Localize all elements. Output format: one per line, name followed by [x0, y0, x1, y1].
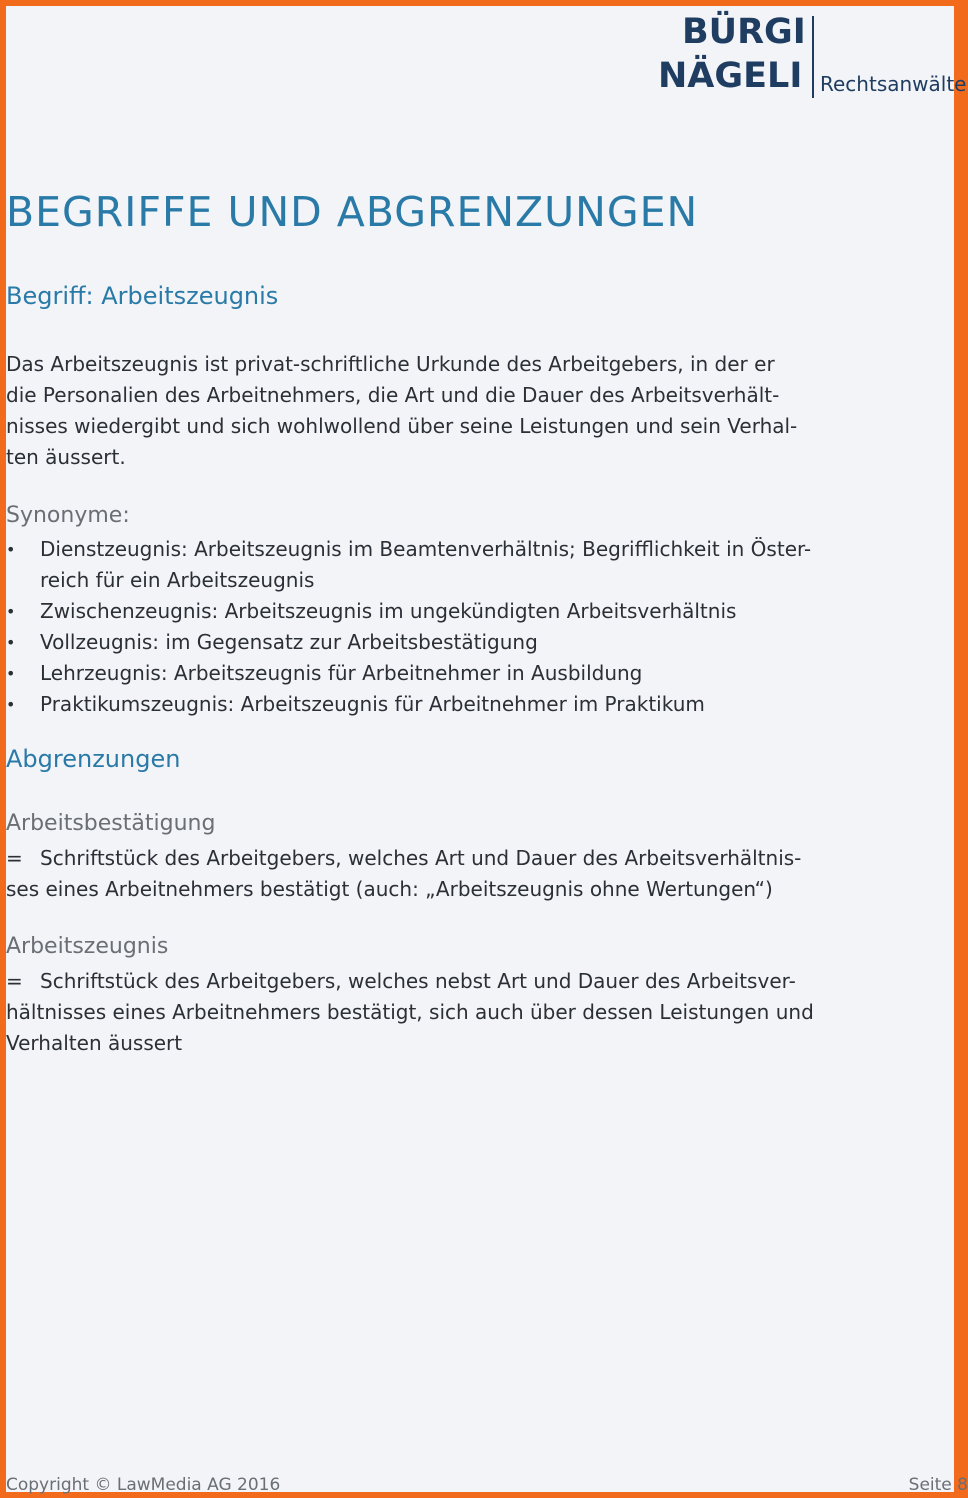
intro-paragraph	[6, 349, 806, 473]
logo-subtitle: Rechtsanwälte	[820, 72, 967, 96]
list-item-text: Zwischenzeugnis: Arbeitszeugnis im ungekündigten Arbeitsverhältnis	[40, 599, 737, 623]
page-title: BEGRIFFE UND ABGRENZUNGEN	[6, 188, 699, 236]
list-item	[6, 627, 826, 658]
equals-sign: =	[6, 969, 23, 993]
document-page	[6, 6, 968, 1495]
list-item	[6, 689, 826, 720]
bullet-icon: •	[6, 695, 16, 714]
heading-begriff: Begriff: Arbeitszeugnis	[6, 282, 279, 310]
footer-page-number: Seite 8	[908, 1475, 968, 1495]
list-item	[6, 534, 826, 596]
logo-line-2: NÄGELI	[658, 56, 803, 96]
paragraph-line: Das Arbeitszeugnis ist privat-schriftliche Urkunde des Arbeitgebers, in der er	[6, 352, 775, 376]
paragraph-line: ten äussert.	[6, 445, 126, 469]
bullet-icon: •	[6, 602, 16, 621]
list-item-text: Praktikumszeugnis: Arbeitszeugnis für Arbeitnehmer im Praktikum	[40, 692, 705, 716]
footer-copyright: Copyright © LawMedia AG 2016	[6, 1475, 281, 1495]
list-item-text: Lehrzeugnis: Arbeitszeugnis für Arbeitnehmer in Ausbildung	[40, 661, 643, 685]
logo-divider	[812, 16, 814, 98]
heading-abgrenzungen: Abgrenzungen	[6, 745, 181, 773]
definition-line-1	[6, 966, 826, 997]
definition-text: Schriftstück des Arbeitgebers, welches nebst Art und Dauer des Arbeitsver-	[40, 969, 796, 993]
bullet-icon: •	[6, 633, 16, 652]
label-arbeitsbestaetigung: Arbeitsbestätigung	[6, 811, 216, 836]
list-item-text: reich für ein Arbeitszeugnis	[40, 568, 315, 592]
definition-text: hältnisses eines Arbeitnehmers bestätigt, sich auch über dessen Leistungen und	[6, 1000, 814, 1024]
definition-arbeitszeugnis	[6, 966, 826, 1059]
definition-line-1	[6, 843, 826, 874]
bullet-icon: •	[6, 540, 16, 559]
list-item-text: Vollzeugnis: im Gegensatz zur Arbeitsbestätigung	[40, 630, 538, 654]
definition-arbeitsbestaetigung	[6, 843, 826, 905]
bullet-icon: •	[6, 664, 16, 683]
definition-text: Schriftstück des Arbeitgebers, welches Art und Dauer des Arbeitsverhältnis-	[40, 846, 802, 870]
paragraph-line: nisses wiedergibt und sich wohlwollend über seine Leistungen und sein Verhal-	[6, 414, 798, 438]
list-item-text: Dienstzeugnis: Arbeitszeugnis im Beamtenverhältnis; Begrifflichkeit in Öster-	[40, 537, 812, 561]
definition-text: ses eines Arbeitnehmers bestätigt (auch: „Arbeitszeugnis ohne Wertungen“)	[6, 877, 773, 901]
definition-text: Verhalten äussert	[6, 1031, 183, 1055]
label-arbeitszeugnis: Arbeitszeugnis	[6, 934, 169, 959]
equals-sign: =	[6, 846, 23, 870]
synonyme-label: Synonyme:	[6, 503, 130, 528]
paragraph-line: die Personalien des Arbeitnehmers, die Art und die Dauer des Arbeitsverhält-	[6, 383, 780, 407]
list-item	[6, 658, 826, 689]
logo-line-1: BÜRGI	[682, 12, 806, 52]
list-item	[6, 596, 826, 627]
firm-logo	[658, 12, 967, 104]
synonyme-list	[6, 534, 826, 720]
